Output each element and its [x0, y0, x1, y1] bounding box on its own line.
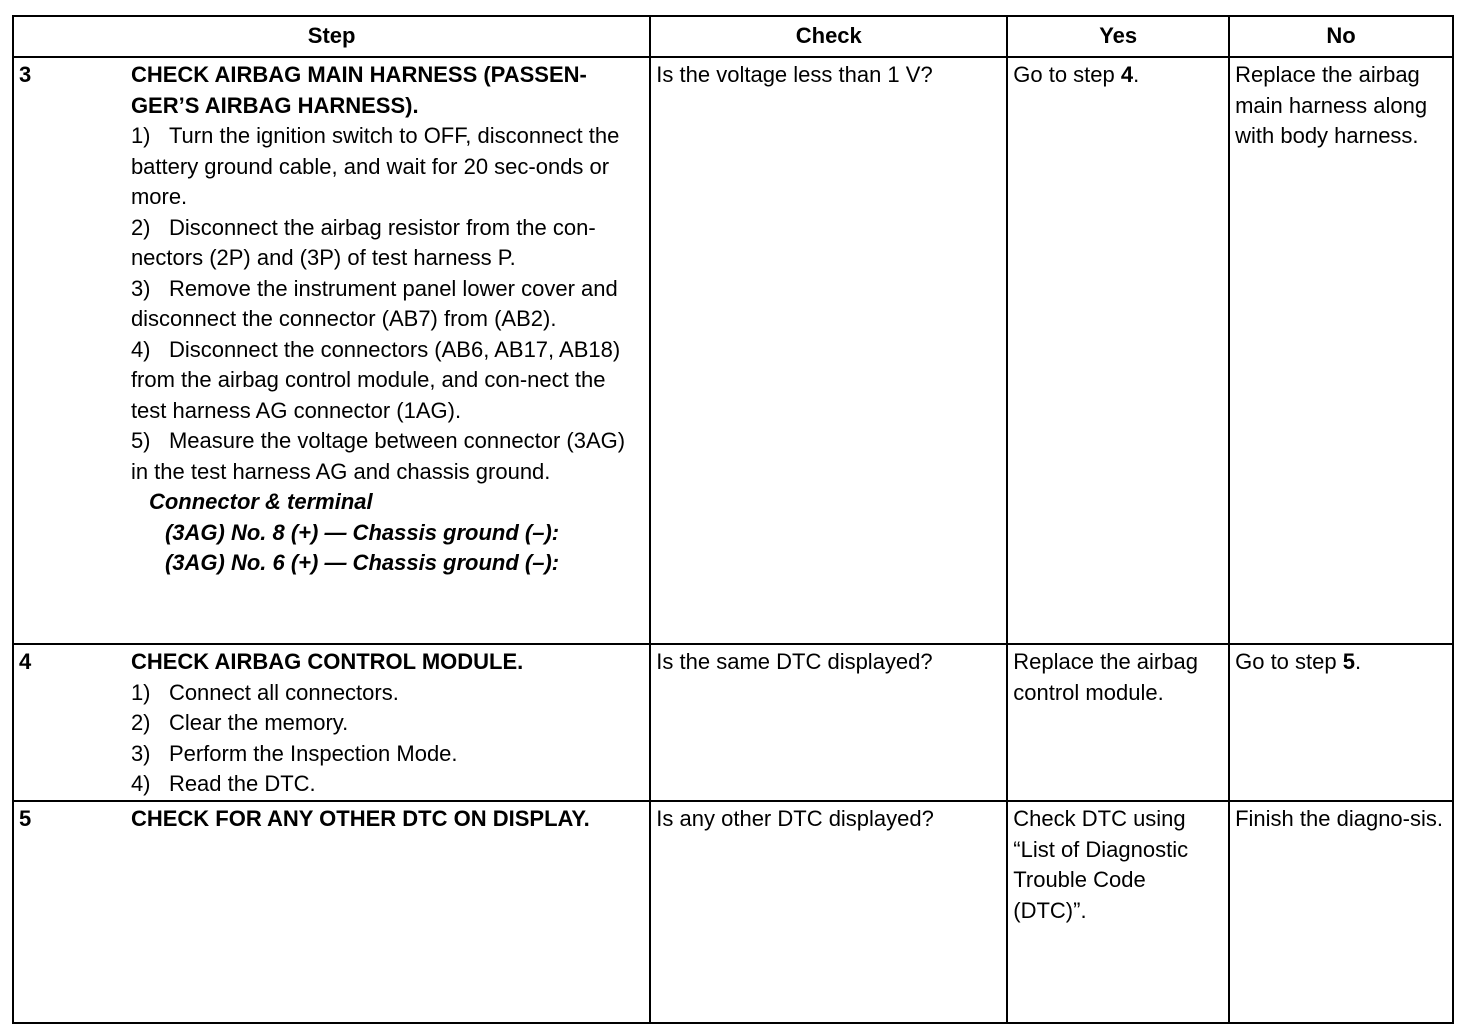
- substep-text: Remove the instrument panel lower cover and disconnect the connector (AB7) from (AB2).: [130, 275, 618, 331]
- substep: [131, 274, 644, 335]
- substep-index: 1): [130, 679, 151, 705]
- no-step-ref: 5: [1342, 649, 1355, 674]
- substep-index: 3): [130, 275, 151, 301]
- step-number: 5: [13, 801, 126, 1023]
- step-description: [126, 801, 650, 1023]
- substep-index: 4): [130, 336, 151, 362]
- check-cell: Is the same DTC displayed?: [650, 644, 1007, 801]
- substep-text: Connect all connectors.: [168, 679, 399, 705]
- header-row: [13, 16, 1453, 57]
- check-cell: Is any other DTC displayed?: [650, 801, 1007, 1023]
- step-number: 3: [13, 57, 126, 644]
- substep: [131, 769, 644, 800]
- diagnostic-table: [12, 15, 1454, 1024]
- substep: [131, 121, 644, 213]
- yes-suffix: .: [1133, 62, 1140, 87]
- no-cell: Finish the diagno-sis.: [1229, 801, 1453, 1023]
- substep-index: 2): [130, 214, 151, 240]
- step-description: [126, 57, 650, 644]
- step-number: 4: [13, 644, 126, 801]
- substep-text: Measure the voltage between connector (3AG) in the test harness AG and chassis ground.: [130, 428, 626, 484]
- substep: [131, 739, 644, 770]
- header-step: Step: [13, 16, 650, 57]
- check-cell: Is the voltage less than 1 V?: [650, 57, 1007, 644]
- terminal-heading: Connector & terminal: [148, 489, 373, 514]
- table-row: [13, 801, 1453, 1023]
- substep-index: 3): [130, 740, 151, 766]
- step-description: [126, 644, 650, 801]
- yes-cell: Check DTC using “List of Diagnostic Trouble Code (DTC)”.: [1007, 801, 1229, 1023]
- substep-index: 5): [130, 428, 151, 453]
- substep-text: Perform the Inspection Mode.: [168, 740, 458, 766]
- substep-index: 1): [130, 123, 151, 148]
- table-row: [13, 644, 1453, 801]
- no-cell: Replace the airbag main harness along with body harness.: [1229, 57, 1453, 644]
- terminal-line: (3AG) No. 6 (+) — Chassis ground (–):: [164, 550, 560, 575]
- step-title: CHECK FOR ANY OTHER DTC ON DISPLAY.: [130, 806, 590, 831]
- substep: [131, 708, 644, 739]
- substep: [131, 426, 644, 487]
- substep: [131, 678, 644, 709]
- substep-index: 2): [130, 710, 151, 735]
- no-cell: [1229, 644, 1453, 801]
- yes-cell: [1007, 57, 1229, 644]
- header-yes: Yes: [1007, 16, 1229, 57]
- header-no: No: [1229, 16, 1453, 57]
- substep-text: Read the DTC.: [168, 771, 316, 796]
- substep-text: Clear the memory.: [168, 710, 349, 735]
- header-check: Check: [650, 16, 1007, 57]
- substep-text: Turn the ignition switch to OFF, disconnect the battery ground cable, and wait for 20 sec-onds or more.: [130, 123, 620, 209]
- step-title: CHECK AIRBAG CONTROL MODULE.: [130, 649, 524, 674]
- step-title: CHECK AIRBAG MAIN HARNESS (PASSEN-GER’S AIRBAG HARNESS).: [130, 62, 587, 118]
- yes-prefix: Go to step: [1013, 62, 1115, 87]
- substep-text: Disconnect the connectors (AB6, AB17, AB18) from the airbag control module, and con-nect the test harness AG connector (1AG).: [130, 336, 621, 423]
- substep: [131, 335, 644, 427]
- table-row: [13, 57, 1453, 644]
- yes-cell: Replace the airbag control module.: [1007, 644, 1229, 801]
- substep: [131, 213, 644, 274]
- terminal-line: (3AG) No. 8 (+) — Chassis ground (–):: [164, 519, 560, 545]
- substep-text: Disconnect the airbag resistor from the con-nectors (2P) and (3P) of test harness P.: [130, 214, 596, 270]
- no-suffix: .: [1355, 649, 1362, 674]
- substep-index: 4): [130, 771, 151, 796]
- yes-step-ref: 4: [1120, 62, 1134, 87]
- no-prefix: Go to step: [1235, 649, 1337, 674]
